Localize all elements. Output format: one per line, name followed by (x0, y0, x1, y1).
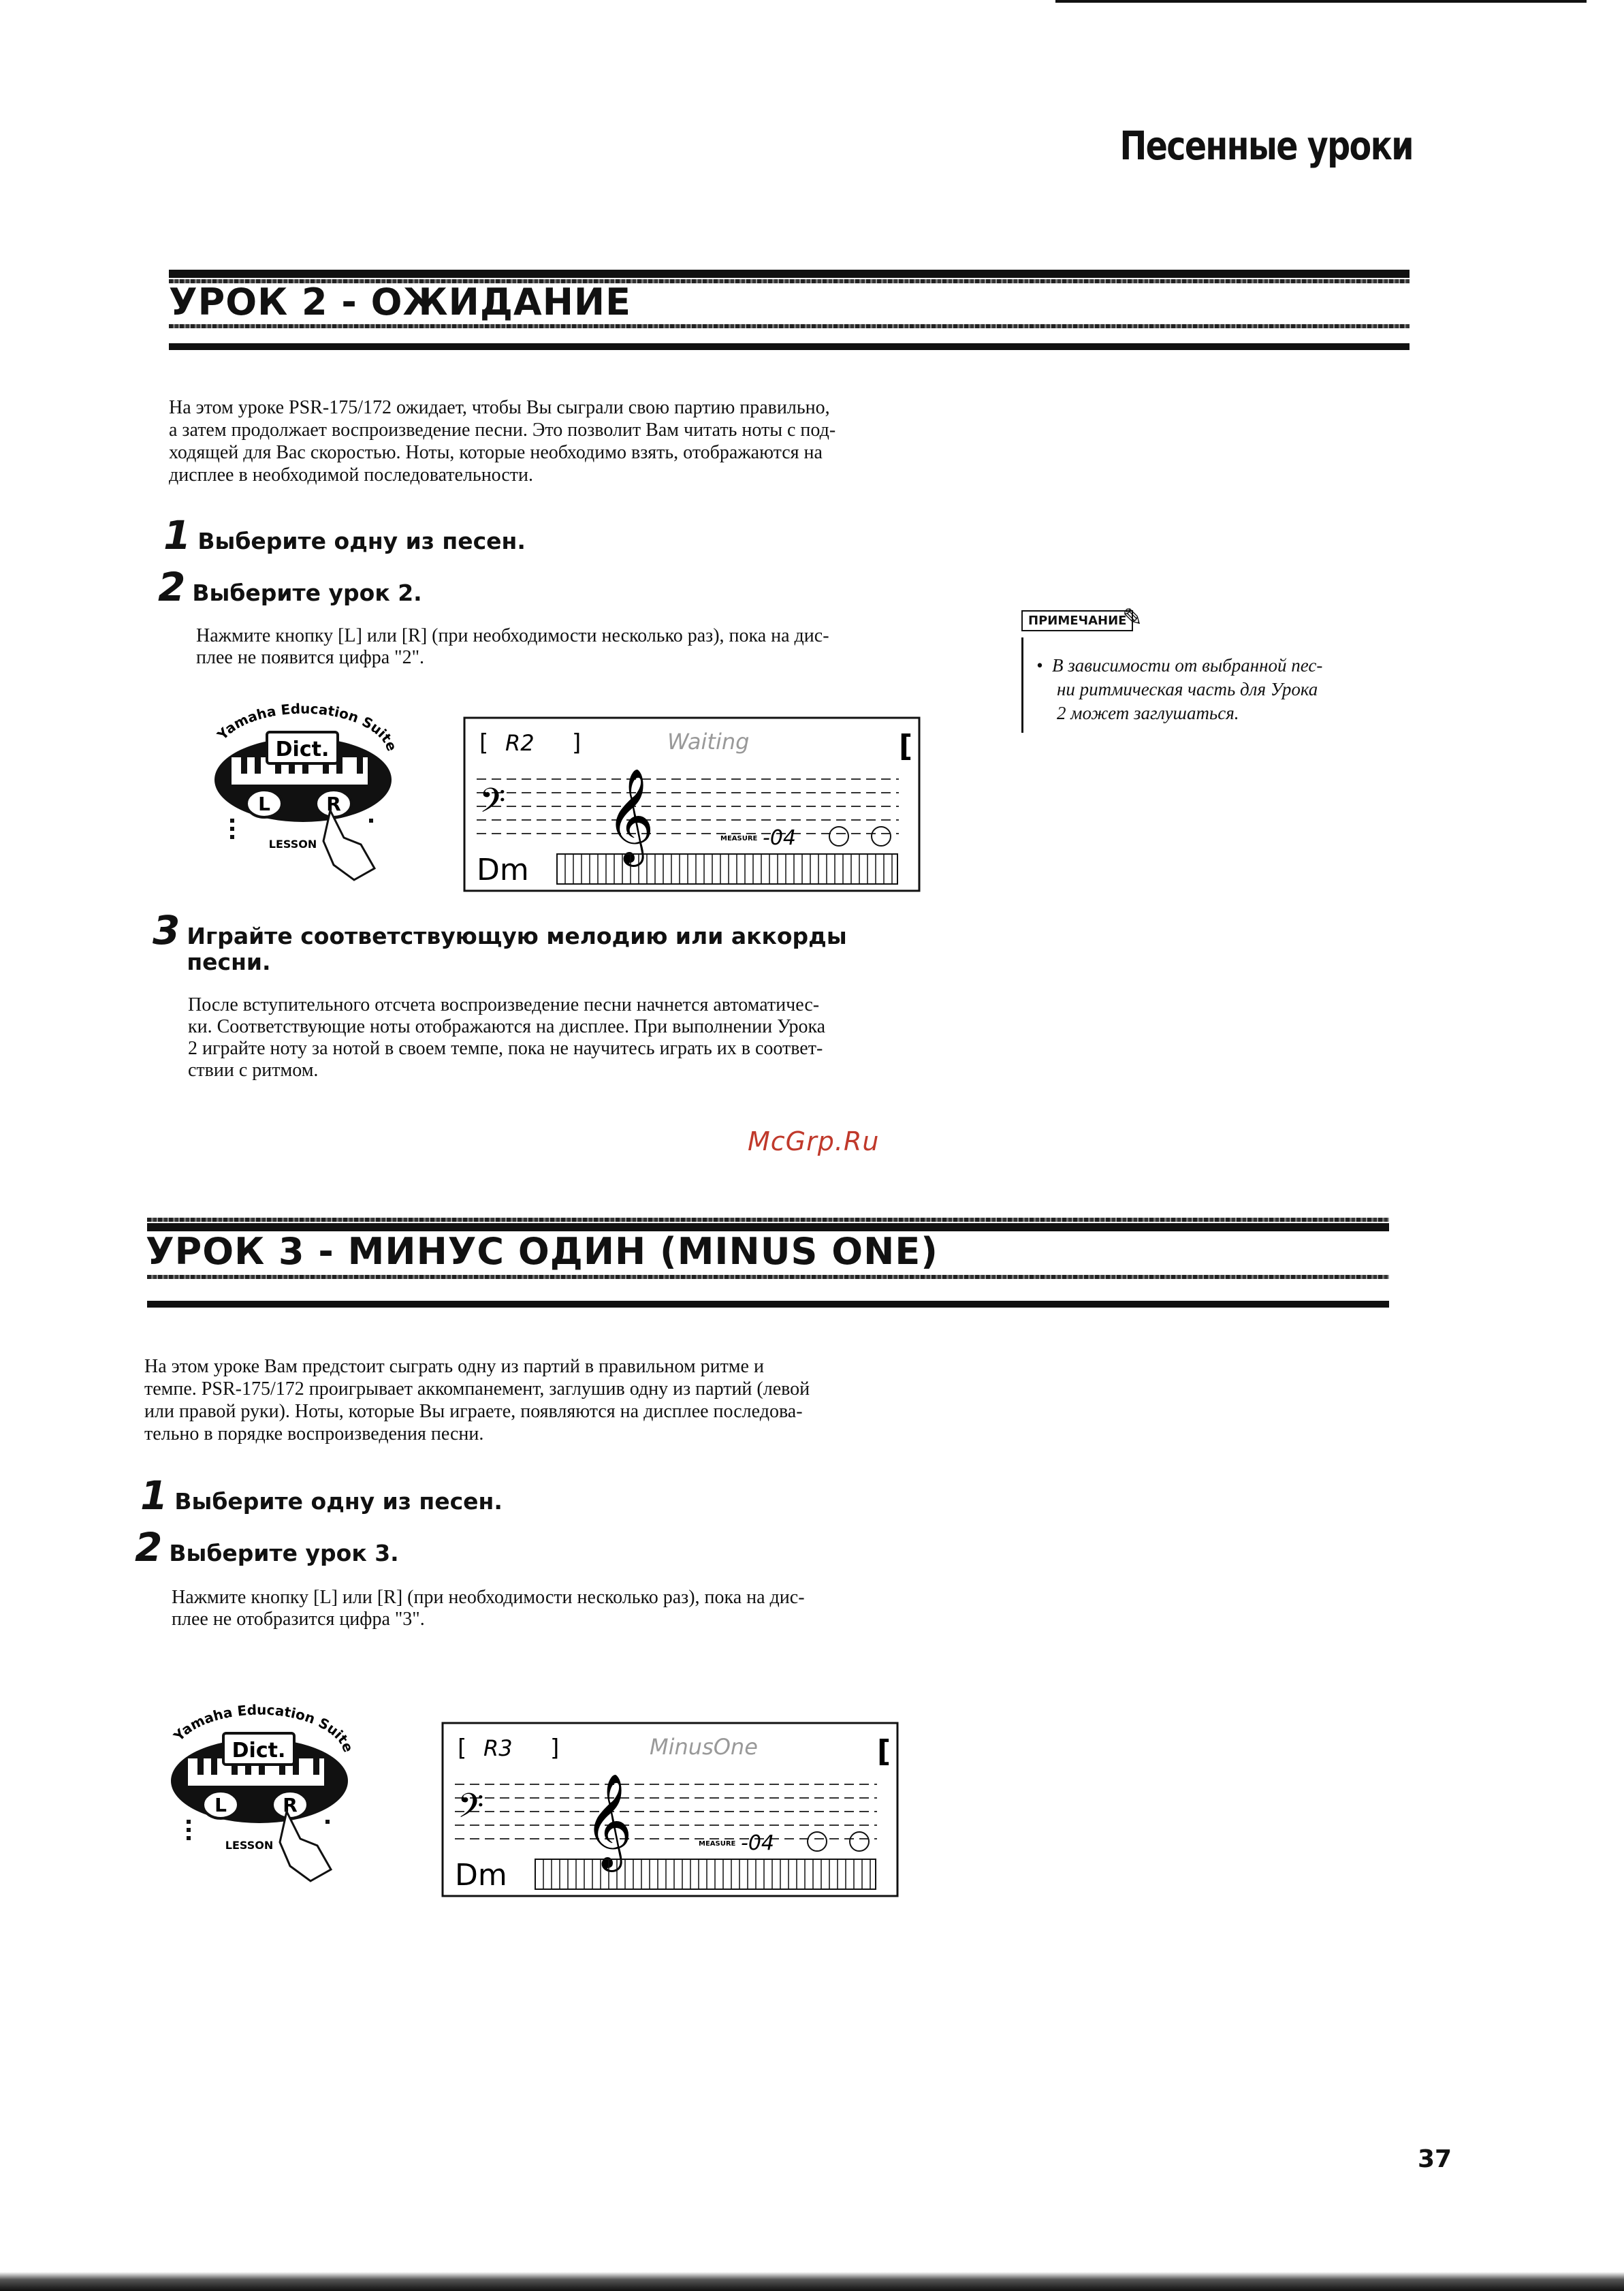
lcd-bracket-mid: ] (572, 729, 582, 757)
step-title-line1: Играйте соответствующую мелодию или аккорды (187, 923, 847, 949)
lesson3-intro: На этом уроке Вам предстоит сыграть одну из партий в правильном ритме и темпе. PSR-175/172 проигрывает аккомпанемент, заглушив одну из партий (левой или правой руки). Ноты, которые Вы играете, появляются на дисплее последова- тельно в порядке воспроизведения песни. (144, 1356, 810, 1444)
lcd-mode-text: Waiting (667, 729, 750, 755)
note-label: ПРИМЕЧАНИЕ (1021, 610, 1133, 631)
lesson3-bottom-rule (147, 1301, 1389, 1308)
lesson3-bottom-rule-texture (147, 1275, 1389, 1279)
lcd-measure-label: MEASURE (699, 1840, 736, 1848)
top-edge-rule (1055, 0, 1587, 3)
step-number: 1 (140, 1472, 168, 1519)
bottom-scan-edge (0, 2272, 1624, 2291)
step-title-line2: песни. (187, 949, 271, 975)
lesson3-step1 (140, 1472, 503, 1519)
lesson3-step2-desc: Нажмите кнопку [L] или [R] (при необходимости несколько раз), пока на дис- плее не отобразится цифра "3". (172, 1587, 805, 1630)
pointing-hand-icon (280, 1812, 331, 1881)
step-number: 2 (158, 564, 186, 610)
lcd-lesson-code: R2 (505, 730, 535, 756)
step-title: Выберите одну из песен. (174, 1488, 503, 1515)
note-vertical-rule (1021, 637, 1023, 733)
lesson3-panel-illustration (161, 1703, 358, 1886)
lesson3-top-rule-texture (147, 1218, 1389, 1222)
lcd-drawing (463, 716, 921, 892)
panel-arc-label: Yamaha Education Suite (214, 701, 400, 754)
watermark-link[interactable]: McGrp.Ru (748, 1126, 880, 1156)
lcd-lesson-code: R3 (483, 1735, 513, 1761)
lesson2-step3 (153, 907, 970, 975)
lesson2-lcd-display (463, 716, 921, 892)
lesson2-panel-illustration (204, 701, 402, 885)
panel-arc-label: Yamaha Education Suite (170, 1703, 357, 1755)
lcd-bracket-right: [ (899, 729, 913, 763)
lesson3-step2 (135, 1524, 399, 1570)
bass-clef-icon: 𝄢 (458, 1786, 484, 1834)
step-title: Выберите урок 3. (169, 1540, 399, 1566)
lesson-label: LESSON (225, 1839, 274, 1852)
lcd-bracket-left: [ (458, 1735, 467, 1762)
lesson2-title: УРОК 2 - ОЖИДАНИЕ (169, 281, 632, 323)
running-head: Песенные уроки (1119, 123, 1413, 169)
step-number: 1 (163, 512, 191, 558)
lcd-measure-value: -04 (741, 1831, 774, 1855)
dict-button-label: Dict. (275, 738, 330, 761)
lesson2-bottom-rule-texture (169, 324, 1410, 328)
education-panel-drawing (204, 701, 402, 885)
right-button-label: R (326, 793, 341, 815)
lesson2-step2-desc: Нажмите кнопку [L] или [R] (при необходимости несколько раз), пока на дис- плее не появится цифра "2". (196, 625, 829, 668)
lcd-measure-value: -04 (763, 826, 796, 850)
step-number: 2 (135, 1524, 163, 1570)
step-number: 3 (153, 907, 180, 953)
left-button-label: L (258, 793, 270, 815)
lesson2-step3-desc: После вступительного отсчета воспроизведение песни начнется автоматичес- ки. Соответствующие ноты отображаются на дисплее. При выполнении Урока 2 играйте ноту за нотой в своем темпе, пока не научитесь играть их в соответ- ствии с ритмом. (188, 994, 826, 1081)
lcd-chord: Dm (455, 1858, 507, 1893)
lcd-bracket-left: [ (479, 729, 489, 757)
left-button-label: L (214, 1794, 227, 1816)
lesson2-step1 (163, 512, 526, 558)
right-button-label: R (283, 1794, 298, 1816)
treble-clef-icon: 𝄞 (584, 1773, 633, 1868)
note-text: • В зависимости от выбранной пес- ни ритмическая часть для Урока 2 может заглушаться. (1036, 655, 1323, 723)
lcd-drawing (441, 1722, 899, 1897)
page-number: 37 (1418, 2145, 1452, 2173)
lesson2-intro: На этом уроке PSR-175/172 ожидает, чтобы Вы сыграли свою партию правильно, а затем продолжает воспроизведение песни. Это позволит Вам читать ноты с под- ходящей для Вас скоростью. Ноты, которые необходимо взять, отображаются на дисплее в необходимой последовательности. (169, 397, 836, 486)
note-bullet: • (1036, 655, 1052, 676)
lesson2-top-rule (169, 270, 1410, 278)
lesson3-lcd-display (441, 1722, 899, 1897)
step-title: Выберите одну из песен. (197, 528, 526, 554)
lesson3-title: УРОК 3 - МИНУС ОДИН (MINUS ONE) (146, 1230, 938, 1273)
lcd-mode-text: MinusOne (650, 1734, 758, 1760)
dict-button-label: Dict. (232, 1739, 286, 1763)
lcd-bracket-mid: ] (550, 1735, 560, 1762)
lcd-chord: Dm (477, 853, 529, 887)
note-pencil-icon: ✎ (1122, 604, 1143, 631)
pointing-hand-icon (323, 810, 375, 880)
treble-clef-icon: 𝄞 (606, 768, 654, 863)
lesson-label: LESSON (268, 838, 317, 851)
bass-clef-icon: 𝄢 (479, 781, 506, 829)
step-title: Выберите урок 2. (192, 580, 422, 606)
lesson2-step2 (158, 564, 422, 610)
lcd-measure-label: MEASURE (720, 835, 758, 842)
lcd-bracket-right: [ (877, 1734, 891, 1769)
education-panel-drawing (161, 1703, 358, 1886)
lesson2-bottom-rule (169, 343, 1410, 350)
